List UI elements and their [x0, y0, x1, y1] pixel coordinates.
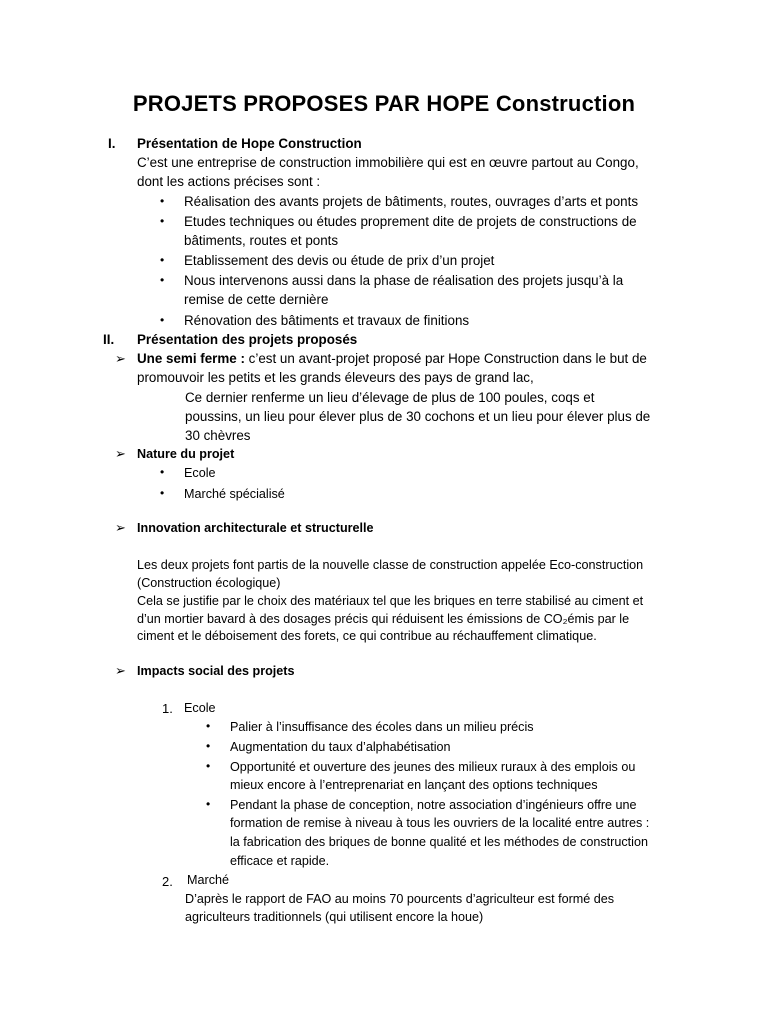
bullet-icon: •	[160, 214, 165, 228]
paragraph-line: d’un mortier bavard à des dosages précis qui réduisent les émissions de CO₂émis par le	[137, 612, 630, 626]
paragraph-line: Cela se justifie par le choix des matériaux tel que les briques en terre stabilisé au ciment et	[137, 594, 644, 608]
list-item: Etudes techniques ou études proprement dite de projets de constructions de	[184, 214, 637, 229]
document-title: PROJETS PROPOSES PAR HOPE Construction	[132, 91, 636, 116]
subsection-heading-ecole: Ecole	[184, 701, 216, 715]
list-item: Opportunité et ouverture des jeunes des milieux ruraux à des emplois ou	[230, 760, 636, 774]
arrow-bullet-icon: ➢	[115, 663, 126, 678]
bullet-icon: •	[206, 759, 211, 773]
arrow-bullet-icon: ➢	[115, 446, 126, 461]
innovation-heading: Innovation architecturale et structurelle	[137, 521, 374, 535]
bullet-icon: •	[160, 253, 165, 267]
list-item: Rénovation des bâtiments et travaux de finitions	[184, 313, 470, 328]
list-item-continued: mieux encore à l’entreprenariat en lançant des options techniques	[230, 778, 598, 792]
list-item: Pendant la phase de conception, notre association d’ingénieurs offre une	[230, 798, 637, 812]
semi-ferme-paragraph	[137, 349, 647, 368]
list-item-continued: la fabrication des briques de bonne qualité et les méthodes de construction	[230, 835, 648, 849]
bullet-icon: •	[160, 273, 165, 287]
bullet-icon: •	[206, 797, 211, 811]
list-item: Ecole	[184, 466, 216, 480]
list-item-continued: bâtiments, routes et ponts	[184, 233, 339, 248]
nature-heading: Nature du projet	[137, 447, 235, 461]
bullet-icon: •	[160, 194, 165, 208]
list-item-continued: efficace et rapide.	[230, 854, 330, 868]
arrow-bullet-icon: ➢	[115, 520, 126, 535]
list-number: 1.	[162, 701, 173, 716]
section-1-intro-line: dont les actions précises sont :	[137, 174, 321, 189]
semi-ferme-text: c’est un avant-projet proposé par Hope Construction dans le but de	[244, 351, 647, 366]
semi-ferme-label: Une semi ferme :	[137, 351, 245, 366]
section-2-marker: II.	[103, 332, 115, 347]
section-1-heading: Présentation de Hope Construction	[137, 136, 362, 151]
subsection-heading-marche: Marché	[187, 873, 229, 887]
bullet-icon: •	[160, 313, 165, 327]
list-item: Etablissement des devis ou étude de prix d’un projet	[184, 253, 495, 268]
bullet-icon: •	[206, 739, 211, 753]
list-item: Palier à l’insuffisance des écoles dans un milieu précis	[230, 720, 534, 734]
list-item-continued: formation de remise à niveau à tous les ouvriers de la localité entre autres :	[230, 816, 650, 830]
list-item: Nous intervenons aussi dans la phase de réalisation des projets jusqu’à la	[184, 273, 624, 288]
list-item: Marché spécialisé	[184, 487, 285, 501]
section-1-marker: I.	[108, 136, 116, 151]
bullet-icon: •	[160, 486, 165, 500]
paragraph-line: D’après le rapport de FAO au moins 70 pourcents d’agriculteur est formé des	[185, 892, 615, 906]
paragraph-line: agriculteurs traditionnels (qui utilisent encore la houe)	[185, 910, 484, 924]
list-item: Réalisation des avants projets de bâtiments, routes, ouvrages d’arts et ponts	[184, 194, 639, 209]
bullet-icon: •	[160, 465, 165, 479]
paragraph-line: promouvoir les petits et les grands éleveurs des pays de grand lac,	[137, 370, 534, 385]
list-item: Augmentation du taux d’alphabétisation	[230, 740, 451, 754]
section-2-heading: Présentation des projets proposés	[137, 332, 358, 347]
arrow-bullet-icon: ➢	[115, 351, 126, 366]
list-number: 2.	[162, 874, 173, 889]
bullet-icon: •	[206, 719, 211, 733]
list-item-continued: remise de cette dernière	[184, 292, 329, 307]
paragraph-line: ciment et le déboisement des forets, ce qui contribue au réchauffement climatique.	[137, 629, 597, 643]
paragraph-line: (Construction écologique)	[137, 576, 281, 590]
paragraph-line: poussins, un lieu pour élever plus de 30 cochons et un lieu pour élever plus de	[185, 409, 651, 424]
section-1-intro-line: C’est une entreprise de construction immobilière qui est en œuvre partout au Congo,	[137, 155, 639, 170]
paragraph-line: 30 chèvres	[185, 428, 251, 443]
impacts-heading: Impacts social des projets	[137, 664, 295, 678]
paragraph-line: Ce dernier renferme un lieu d’élevage de plus de 100 poules, coqs et	[185, 390, 595, 405]
paragraph-line: Les deux projets font partis de la nouvelle classe de construction appelée Eco-construction	[137, 558, 644, 572]
